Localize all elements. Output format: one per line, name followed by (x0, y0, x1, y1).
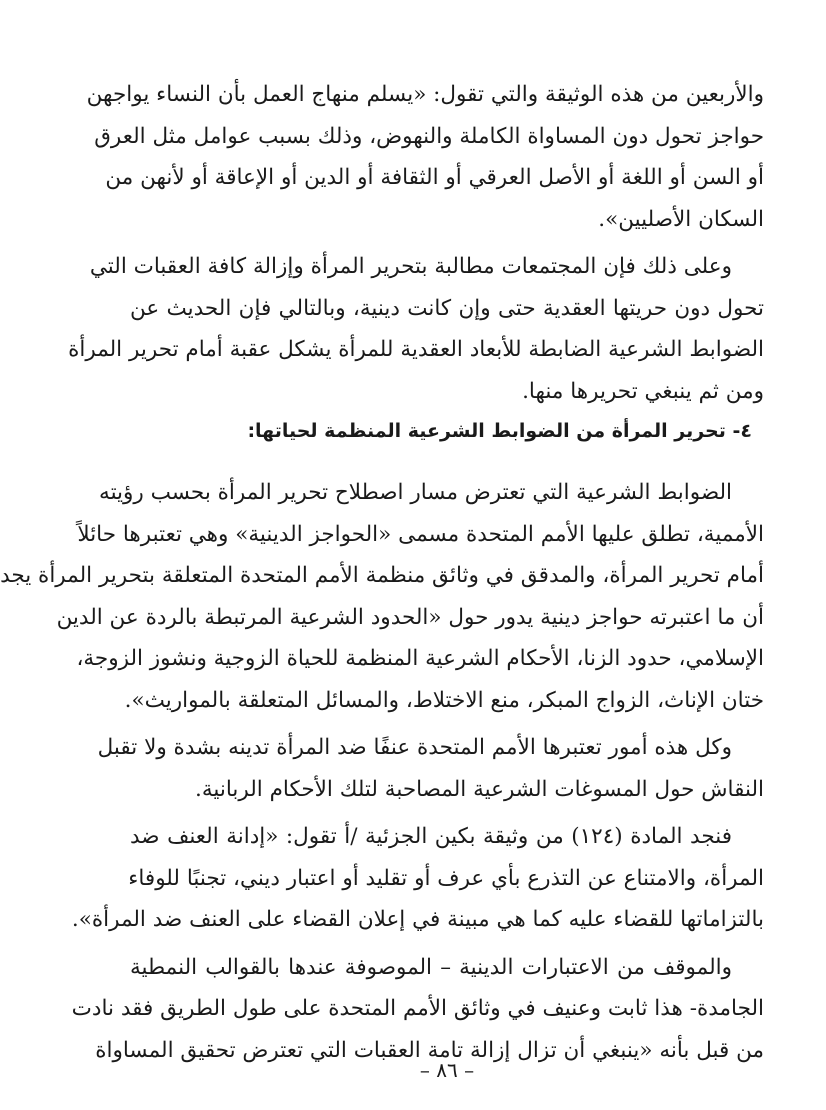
text-line: وكل هذه أمور تعتبرها الأمم المتحدة عنفًا ضد المرأة تدينه بشدة ولا تقبل (97, 735, 732, 760)
text-line: فنجد المادة (١٢٤) من وثيقة بكين الجزئية /أ تقول: «إدانة العنف ضد (130, 824, 732, 849)
page-body (0, 74, 764, 1071)
text-line: السكان الأصليين». (598, 206, 764, 232)
text-line: والأربعين من هذه الوثيقة والتي تقول: «يسلم منهاج العمل بأن النساء يواجهن (86, 82, 764, 107)
text-line: أمام تحرير المرأة، والمدقق في وثائق منظمة الأمم المتحدة المتعلقة بتحرير المرأة يجد (0, 563, 764, 588)
page-number: – ٨٦ – (419, 1058, 475, 1082)
text-line: حواجز تحول دون المساواة الكاملة والنهوض، وذلك بسبب عوامل مثل العرق (94, 123, 764, 149)
text-line: تحول دون حريتها العقدية حتى وإن كانت دينية، وبالتالي فإن الحديث عن (130, 295, 764, 321)
paragraph (86, 74, 764, 240)
paragraph (68, 246, 764, 412)
text-line: الجامدة- هذا ثابت وعنيف في وثائق الأمم المتحدة على طول الطريق فقد نادت (71, 996, 764, 1021)
text-line: الأممية، تطلق عليها الأمم المتحدة مسمى «الحواجز الدينية» وهي تعتبرها حائلاً (77, 521, 764, 547)
text-line: المرأة، والامتناع عن التذرع بأي عرف أو تقليد أو اعتبار ديني، تجنبًا للوفاء (128, 865, 764, 891)
text-line: الضوابط الشرعية الضابطة للأبعاد العقدية للمرأة يشكل عقبة أمام تحرير المرأة (68, 337, 764, 362)
text-line: أو السن أو اللغة أو الأصل العرقي أو الثقافة أو الدين أو الإعاقة أو لأنهن من (105, 165, 764, 190)
text-line: أن ما اعتبرته حواجز دينية يدور حول «الحدود الشرعية المرتبطة بالردة عن الدين (56, 604, 764, 630)
text-line: ختان الإناث، الزواج المبكر، منع الاختلاط، والمسائل المتعلقة بالمواريث». (124, 687, 764, 713)
text-line: من قبل بأنه «ينبغي أن تزال إزالة تامة العقبات التي تعترض تحقيق المساواة (95, 1037, 764, 1063)
text-line: بالتزاماتها للقضاء عليه كما هي مبينة في إعلان القضاء على العنف ضد المرأة». (71, 907, 764, 932)
paragraph (0, 472, 764, 721)
text-line: النقاش حول المسوغات الشرعية المصاحبة لتلك الأحكام الربانية. (195, 776, 764, 802)
text-line: ومن ثم ينبغي تحريرها منها. (522, 378, 764, 404)
paragraph (71, 947, 764, 1072)
text-line: الضوابط الشرعية التي تعترض مسار اصطلاح تحرير المرأة بحسب رؤيته (99, 480, 732, 505)
paragraph (71, 816, 764, 941)
text-line: الإسلامي، حدود الزنا، الأحكام الشرعية المنظمة للحياة الزوجية ونشوز الزوجة، (76, 646, 764, 671)
section-heading: ٤- تحرير المرأة من الضوابط الشرعية المنظمة لحياتها: (247, 420, 752, 442)
paragraph (97, 727, 764, 810)
text-line: وعلى ذلك فإن المجتمعات مطالبة بتحرير المرأة وإزالة كافة العقبات التي (89, 254, 732, 279)
text-line: والموقف من الاعتبارات الدينية – الموصوفة عندها بالقوالب النمطية (130, 954, 732, 980)
